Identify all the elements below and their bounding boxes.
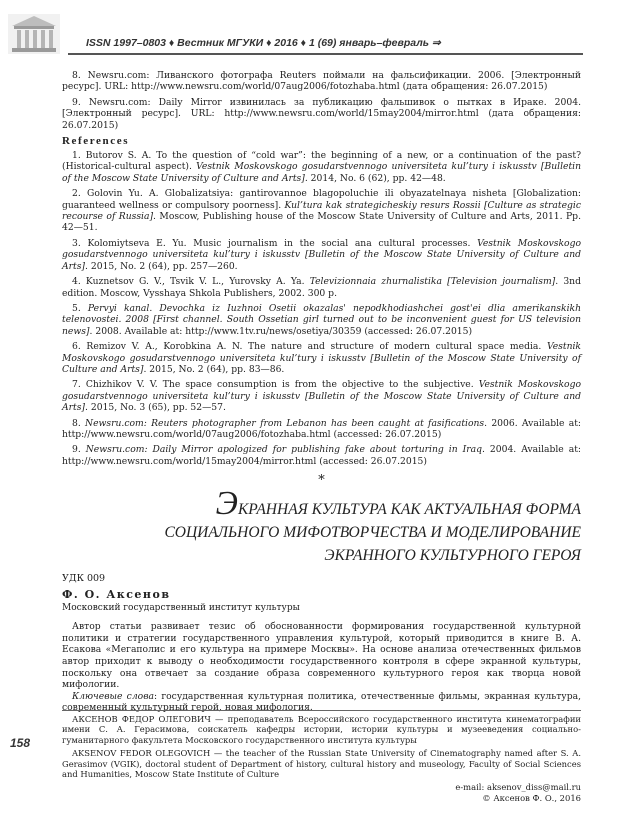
author-footnote: [62, 714, 581, 803]
page-number: 158: [10, 736, 31, 750]
columns-building-logo-icon: [8, 12, 60, 56]
title-line-1: КРАННАЯ КУЛЬТУРА КАК АКТУАЛЬНАЯ ФОРМА: [237, 501, 581, 519]
udk-code: УДК 009: [62, 573, 106, 585]
author-name: Ф. О. Аксенов: [62, 588, 171, 602]
author-affiliation: Московский государственный институт культуры: [62, 603, 300, 614]
note-9: 9. Newsru.com: Daily Mirror извинилась за публикацию фальшивок о пытках в Ираке. 2004. [Электронный ресурс]. URL: http://www.newsru.com/world/15may2004/mirror.html (дата обращения: 26.07.2015): [62, 96, 581, 131]
reference-item: 4. Kuznetsov G. V., Tsvik V. L., Yurovsky A. Ya. Televizionnaia zhurnalistika [Television journalism]. 3nd edition. Moscow, Vysshaya Shkola Publishers, 2002. 300 p.: [62, 276, 581, 299]
abstract: Автор статьи развивает тезис об обоснованности формирования государственной культурной политики и стратегии государственного управления культурой, который приводится в книге В. А. Есакова «Мегаполис и его культура на примере Москвы». На основе анализа отечественных фильмов автор приходит к выводу о необходимости государственного контроля в сфере экранной культуры, поскольку она отвечает за создание образа современного культурного героя как творца новой мифологии.: [62, 621, 581, 691]
author-info-en: AKSENOV FEDOR OLEGOVICH — the teacher of the Russian State University of Cinematography named after S. A. Gerasimov (VGIK), doctoral student of Department of history, cultural history and museology, Faculty of Social Sciences and Humanities, Moscow State Institute of Culture: [62, 748, 581, 780]
reference-item: 7. Chizhikov V. V. The space consumption is from the objective to the subjective. Vestnik Moskovskogo gosudarstvennogo universiteta kul’tury i iskusstv [Bulletin of the Moscow State University of Culture and Arts]. 2015, No. 3 (65), pp. 52—57.: [62, 379, 581, 414]
reference-item: 1. Butorov S. A. To the question of “cold war”: the beginning of a new, or a continuation of the past? (Historical-cultural aspect). Vestnik Moskovskogo gosudarstvennogo universiteta kul’tury i iskusstv [Bulletin of the Moscow State University of Culture and Arts]. 2014, No. 6 (62), pp. 42—48.: [62, 150, 581, 184]
section-separator: *: [318, 473, 325, 489]
reference-item: 3. Kolomiytseva E. Yu. Music journalism in the social ana cultural processes. Vestnik Moskovskogo gosudarstvennogo universiteta kul’tury i iskusstv [Bulletin of the Moscow State University of Culture and Arts]. 2015, No. 2 (64), pp. 257—260.: [62, 237, 581, 272]
header-rule: [68, 53, 583, 55]
keywords-label: Ключевые слова: [72, 690, 155, 702]
author-email: e-mail: aksenov_diss@mail.ru: [455, 782, 581, 793]
note-8: 8. Newsru.com: Ливанского фотографа Reuters поймали на фальсификации. 2006. [Электронный ресурс]. URL: http://www.newsru.com/world/07aug2006/fotozhaba.html (дата обращения: 26.07.2015): [62, 70, 581, 93]
article-title: [62, 485, 581, 567]
copyright: © Аксенов Ф. О., 2016: [482, 792, 581, 803]
author-info-ru: АКСЕНОВ ФЕДОР ОЛЕГОВИЧ — преподаватель Всероссийского государственного института кинематографии имени С. А. Герасимова, соискатель кафедры истории, истории культуры и музееведения социально-гуманитарного факультета Московского государственного института культуры: [62, 714, 581, 745]
footnote-rule: [62, 710, 581, 711]
keywords: Ключевые слова: государственная культурная политика, отечественные фильмы, экранная культура, современный культурный герой, новая мифология.: [62, 690, 581, 714]
references-heading: References: [62, 135, 130, 148]
main-column: [62, 70, 581, 714]
page-header: [0, 0, 617, 62]
reference-item: 2. Golovin Yu. A. Globalizatsiya: gantirovannoe blagopoluchie ili obyazatelnaya nisheta [Globalization: guaranteed wellness or compulsory poorness]. Kul’tura kak strategicheskiy resurs Rossii [Culture as strategic recourse of Russia]. Moscow, Publishing house of the Moscow State University of Culture and Arts, 2011. Pp. 42—51.: [62, 188, 582, 234]
reference-item: 8. Newsru.com: Reuters photographer from Lebanon has been caught at fasifications. 2006. Available at: http://www.newsru.com/world/07aug2006/fotozhaba.html (accessed: 26.07.2015): [62, 417, 581, 440]
title-line-3: ЭКРАННОГО КУЛЬТУРНОГО ГЕРОЯ: [324, 547, 581, 565]
reference-item: 9. Newsru.com: Daily Mirror apologized for publishing fake about torturing in Iraq. 2004. Available at: http://www.newsru.com/world/15may2004/mirror.html (accessed: 26.07.2015): [62, 444, 582, 467]
title-drop-cap: Э: [215, 485, 238, 523]
title-line-2: СОЦИАЛЬНОГО МИФОТВОРЧЕСТВА И МОДЕЛИРОВАНИЕ: [164, 524, 581, 542]
running-title: ISSN 1997–0803 ♦ Вестник МГУКИ ♦ 2016 ♦ 1 (69) январь–февраль ⇒: [86, 37, 441, 49]
reference-item: 5. Pervyi kanal. Devochka iz Iuzhnoi Osetii okazalas' nepodkhodiashchei gost'ei dlia amerikanskikh telenovostei. 2008 [First channel. South Ossetian girl turned out to be inconvenient guest for US television news]. 2008. Available at: http://www.1tv.ru/news/osetiya/30359 (accessed: 26.07.2015): [62, 302, 582, 337]
reference-item: 6. Remizov V. A., Korobkina A. N. The nature and structure of modern cultural space media. Vestnik Moskovskogo gosudarstvennogo universiteta kul’tury i iskusstv [Bulletin of the Moscow State University of Culture and Arts]. 2015, No. 2 (64), pp. 83—86.: [62, 341, 581, 375]
